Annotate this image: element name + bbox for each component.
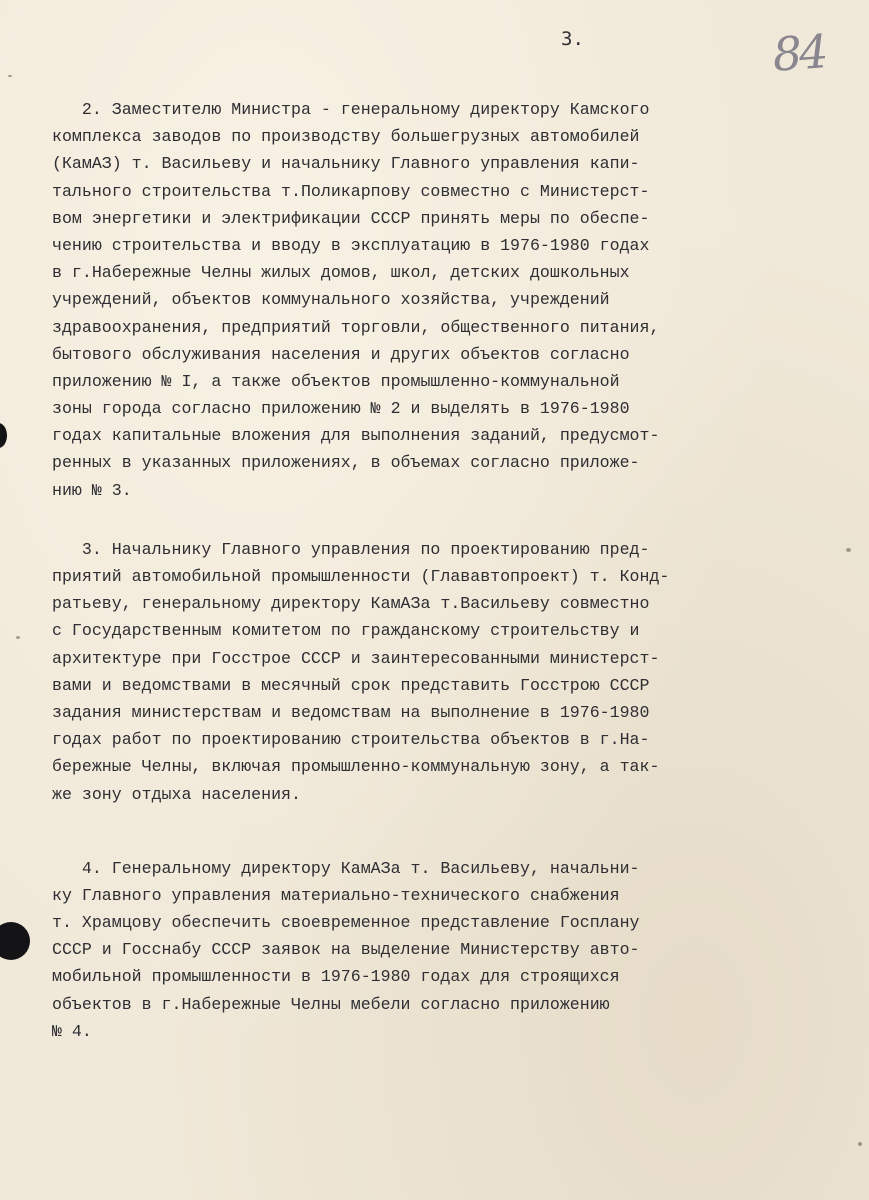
paper-speck [16, 636, 20, 639]
text-line: чению строительства и вводу в эксплуатацию в 1976-1980 годах [52, 235, 650, 255]
archive-folio-number: 84 [770, 24, 828, 82]
paragraph-3 [52, 536, 742, 808]
text-line: годах капитальные вложения для выполнения заданий, предусмот- [52, 426, 660, 446]
text-line: ку Главного управления материально-технического снабжения [52, 885, 620, 905]
text-line: т. Храмцову обеспечить своевременное представление Госплану [52, 913, 640, 933]
paragraph-4 [52, 855, 742, 1045]
text-line: вом энергетики и электрификации СССР принять меры по обеспе- [52, 208, 650, 228]
text-line: нию № 3. [52, 480, 132, 500]
text-line: объектов в г.Набережные Челны мебели согласно приложению [52, 994, 610, 1014]
text-line: тального строительства т.Поликарпову совместно с Министерст- [52, 181, 650, 201]
text-line: годах работ по проектированию строительства объектов в г.На- [52, 730, 650, 750]
text-line: бытового обслуживания населения и других объектов согласно [52, 344, 630, 364]
text-line: учреждений, объектов коммунального хозяйства, учреждений [52, 290, 610, 310]
paper-speck [858, 1142, 862, 1146]
text-line: (КамАЗ) т. Васильеву и начальнику Главного управления капи- [52, 154, 640, 174]
text-line: же зону отдыха населения. [52, 784, 301, 804]
text-line: ренных в указанных приложениях, в объемах согласно приложе- [52, 453, 640, 473]
text-line: 3. Начальнику Главного управления по проектированию пред- [52, 539, 650, 559]
document-body [52, 96, 742, 1045]
text-line: 2. Заместителю Министра - генеральному директору Камского [52, 100, 650, 119]
text-line: задания министерствам и ведомствам на выполнение в 1976-1980 [52, 702, 650, 722]
text-line: вами и ведомствами в месячный срок представить Госстрою СССР [52, 675, 650, 695]
text-line: здравоохранения, предприятий торговли, общественного питания, [52, 317, 660, 337]
text-line: в г.Набережные Челны жилых домов, школ, детских дошкольных [52, 263, 630, 283]
paragraph-2 [52, 96, 742, 504]
archive-folio-mark [764, 18, 834, 93]
punch-hole [0, 423, 7, 448]
text-line: ратьеву, генеральному директору КамАЗа т.Васильеву совместно [52, 594, 650, 614]
text-line: № 4. [52, 1021, 92, 1041]
text-line: мобильной промышленности в 1976-1980 годах для строящихся [52, 967, 620, 987]
text-line: зоны города согласно приложению № 2 и выделять в 1976-1980 [52, 399, 630, 419]
text-line: архитектуре при Госстрое СССР и заинтересованными министерст- [52, 648, 660, 668]
text-line: с Государственным комитетом по гражданскому строительству и [52, 621, 640, 641]
text-line: комплекса заводов по производству большегрузных автомобилей [52, 127, 640, 147]
paper-speck [8, 75, 12, 77]
text-line: приложению № I, а также объектов промышленно-коммунальной [52, 371, 620, 391]
text-line: СССР и Госснабу СССР заявок на выделение Министерству авто- [52, 940, 640, 960]
text-line: приятий автомобильной промышленности (Глававтопроект) т. Конд- [52, 567, 670, 586]
paragraph-spacer [52, 504, 742, 536]
text-line: бережные Челны, включая промышленно-коммунальную зону, а так- [52, 757, 660, 777]
page-number: 3. [561, 28, 584, 50]
paragraph-spacer [52, 808, 742, 855]
text-line: 4. Генеральному директору КамАЗа т. Васильеву, начальни- [52, 858, 640, 878]
paper-speck [846, 548, 851, 552]
punch-hole [0, 922, 30, 960]
